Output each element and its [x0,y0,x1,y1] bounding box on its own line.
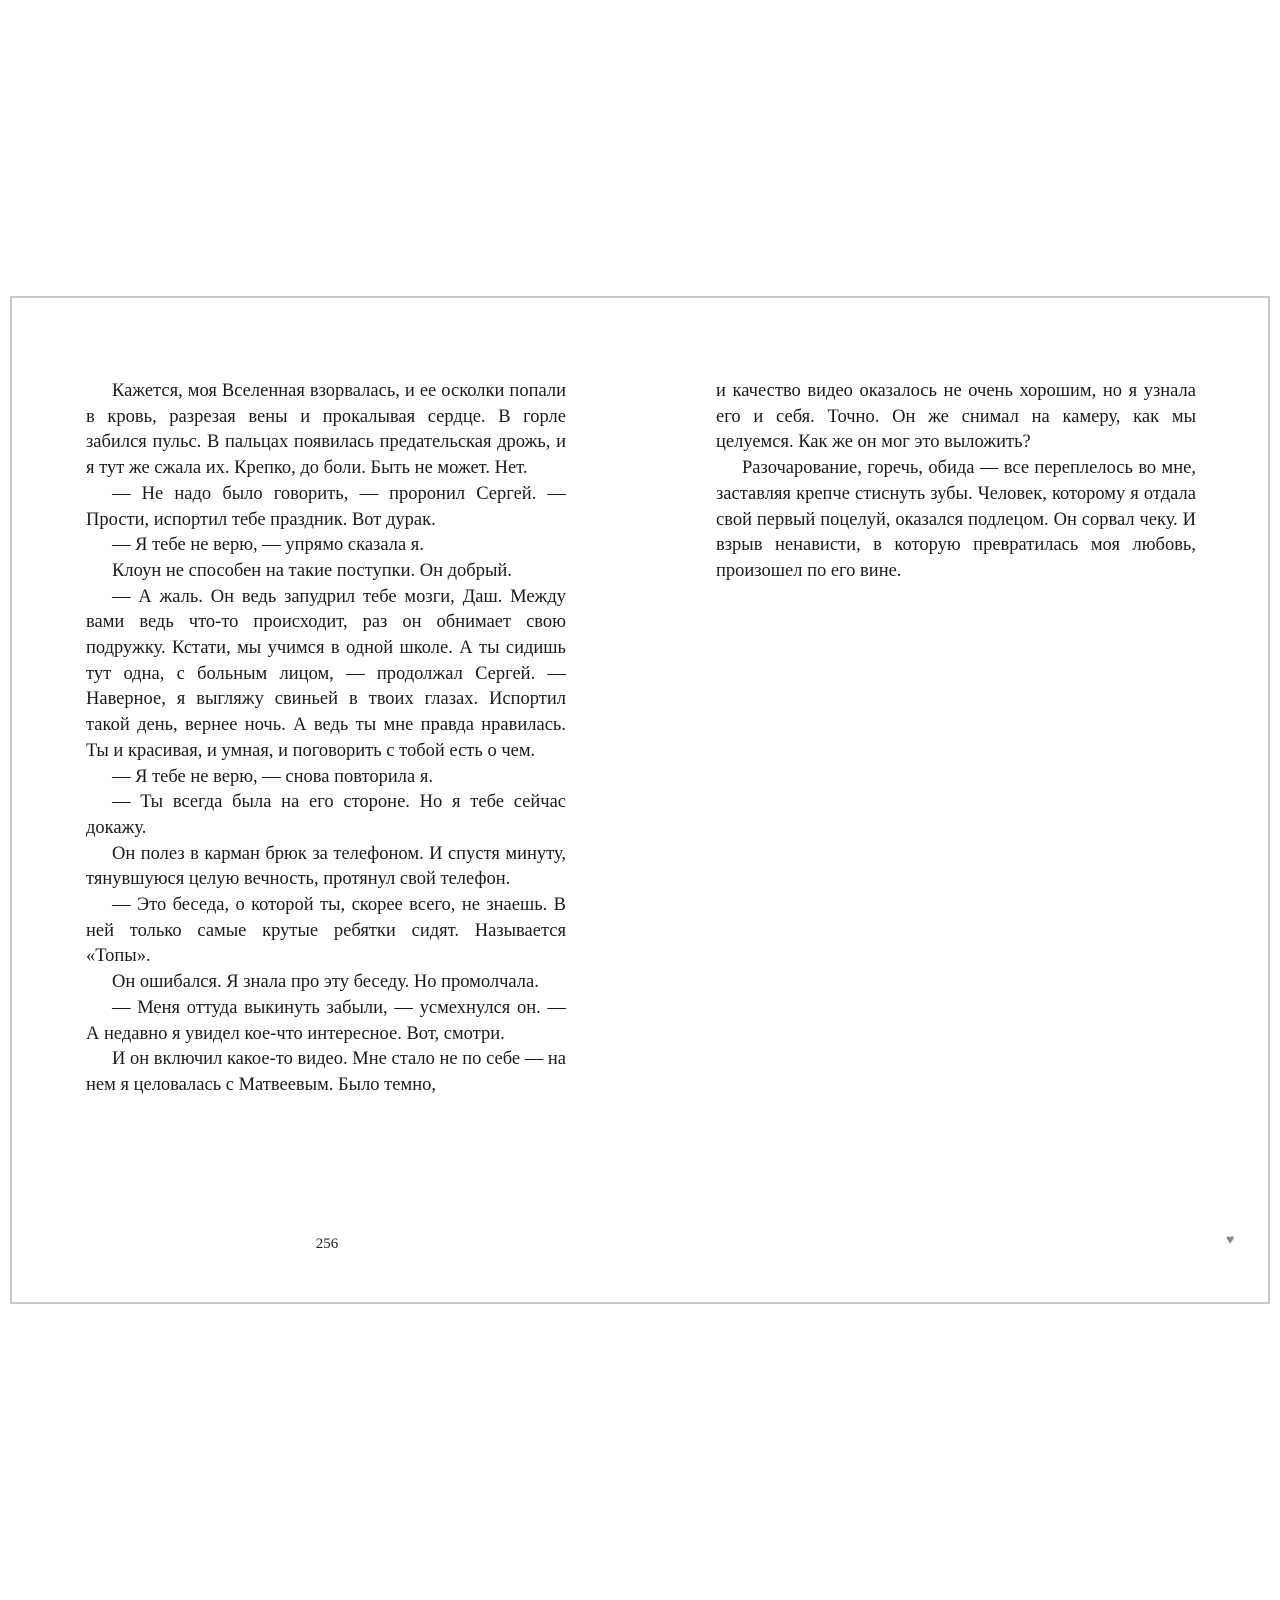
paragraph: — Ты всегда была на его стороне. Но я тебе сейчас докажу. [86,792,566,838]
paragraph: — Это беседа, о которой ты, скорее всего, не знаешь. В ней только самые крутые ребятки сидят. Называется «Топы». [86,895,566,967]
paragraph: Кажется, моя Вселенная взорвалась, и ее осколки попали в кровь, разрезая вены и прокалывая сердце. В горле забился пульс. В пальцах появилась предательская дрожь, и я тут же сжала их. Крепко, до боли. Быть не может. Нет. [86,381,566,479]
page-number: 256 [315,1236,339,1252]
book-spread [10,296,1270,1304]
left-page-text [86,379,566,1099]
paragraph-continuation: и качество видео оказалось не очень хорошим, но я узнала его и себя. Точно. Он же снимал на камеру, как мы целуемся. Как же он мог это выложить? [716,381,1196,453]
right-page-text [716,379,1196,585]
paragraph: Клоун не способен на такие поступки. Он добрый. [112,560,512,581]
paragraph: — Я тебе не верю, — упрямо сказала я. [112,535,424,556]
paragraph: — Меня оттуда выкинуть забыли, — усмехнулся он. — А недавно я увидел кое-что интересное. Вот, смотри. [86,997,566,1044]
paragraph: — Я тебе не верю, — снова повторила я. [112,766,433,787]
paragraph: — Не надо было говорить, — проронил Сергей. — Прости, испортил тебе праздник. Вот дурак. [86,483,566,530]
paragraph: — А жаль. Он ведь запудрил тебе мозги, Даш. Между вами ведь что-то происходит, раз он обнимает свою подружку. Кстати, мы учимся в одной школе. А ты сидишь тут одна, с больным лицом, — продолжал Сергей. — Наверное, я выгляжу свиньей в твоих глазах. Испортил такой день, вернее ночь. А ведь ты мне правда нравилась. Ты и красивая, и умная, и поговорить с тобой есть о чем. [86,586,566,761]
paragraph: Он ошибался. Я знала про эту беседу. Но промолчала. [112,972,539,993]
heart-icon: ♥ [1226,1233,1235,1248]
paragraph: Он полез в карман брюк за телефоном. И спустя минуту, тянувшуюся целую вечность, протянул свой телефон. [86,843,566,890]
paragraph: Разочарование, горечь, обида — все переплелось во мне, заставляя крепче стиснуть зубы. Человек, которому я отдала свой первый поцелуй, оказался подлецом. Он сорвал чеку. И взрыв ненависти, в которую превратилась моя любовь, произошел по его вине. [716,458,1196,581]
paragraph: И он включил какое-то видео. Мне стало не по себе — на нем я целовалась с Матвеевым. Было темно, [86,1049,566,1095]
